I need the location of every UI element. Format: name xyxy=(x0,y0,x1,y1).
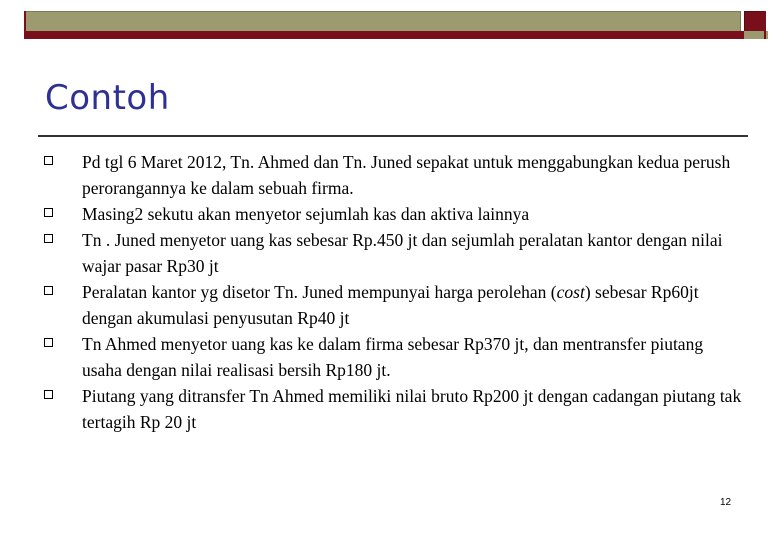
bullet-item xyxy=(44,331,744,383)
header-bar-olive xyxy=(24,11,741,32)
header-vertical-line-left xyxy=(24,11,26,39)
bullet-list xyxy=(44,149,744,435)
square-bullet-icon xyxy=(44,286,53,295)
header-bar-maroon xyxy=(24,31,768,39)
bullet-item xyxy=(44,227,744,279)
header-corner-square xyxy=(744,11,766,33)
bullet-text: Piutang yang ditransfer Tn Ahmed memiliki nilai bruto Rp200 jt dengan cadangan piutang tak tertagih Rp 20 jt xyxy=(82,386,742,432)
bullet-text-after: ) sebesar Rp60jt dengan akumulasi penyusutan Rp40 jt xyxy=(82,282,699,328)
square-bullet-icon xyxy=(44,390,53,399)
square-bullet-icon xyxy=(44,338,53,347)
bullet-item xyxy=(44,201,744,227)
square-bullet-icon xyxy=(44,156,53,165)
bullet-text-before: Peralatan kantor yg disetor Tn. Juned mempunyai harga perolehan ( xyxy=(82,282,557,302)
square-bullet-icon xyxy=(44,234,53,243)
bullet-item xyxy=(44,383,744,435)
bullet-text-italic: cost xyxy=(556,282,585,302)
bullet-item xyxy=(44,149,744,201)
bullet-item xyxy=(44,279,744,331)
bullet-text: Tn . Juned menyetor uang kas sebesar Rp.450 jt dan sejumlah peralatan kantor dengan nilai wajar pasar Rp30 jt xyxy=(82,230,723,276)
slide-title: Contoh xyxy=(45,78,170,118)
bullet-text: Pd tgl 6 Maret 2012, Tn. Ahmed dan Tn. Juned sepakat untuk menggabungkan kedua perush perorangannya ke dalam sebuah firma. xyxy=(82,152,731,198)
header-vertical-line-right xyxy=(764,11,766,39)
square-bullet-icon xyxy=(44,208,53,217)
bullet-text: Tn Ahmed menyetor uang kas ke dalam firma sebesar Rp370 jt, dan mentransfer piutang usaha dengan nilai realisasi bersih Rp180 jt. xyxy=(82,334,704,380)
bullet-text: Masing2 sekutu akan menyetor sejumlah kas dan aktiva lainnya xyxy=(82,204,530,224)
page-number: 12 xyxy=(720,497,732,508)
title-underline xyxy=(38,135,748,137)
